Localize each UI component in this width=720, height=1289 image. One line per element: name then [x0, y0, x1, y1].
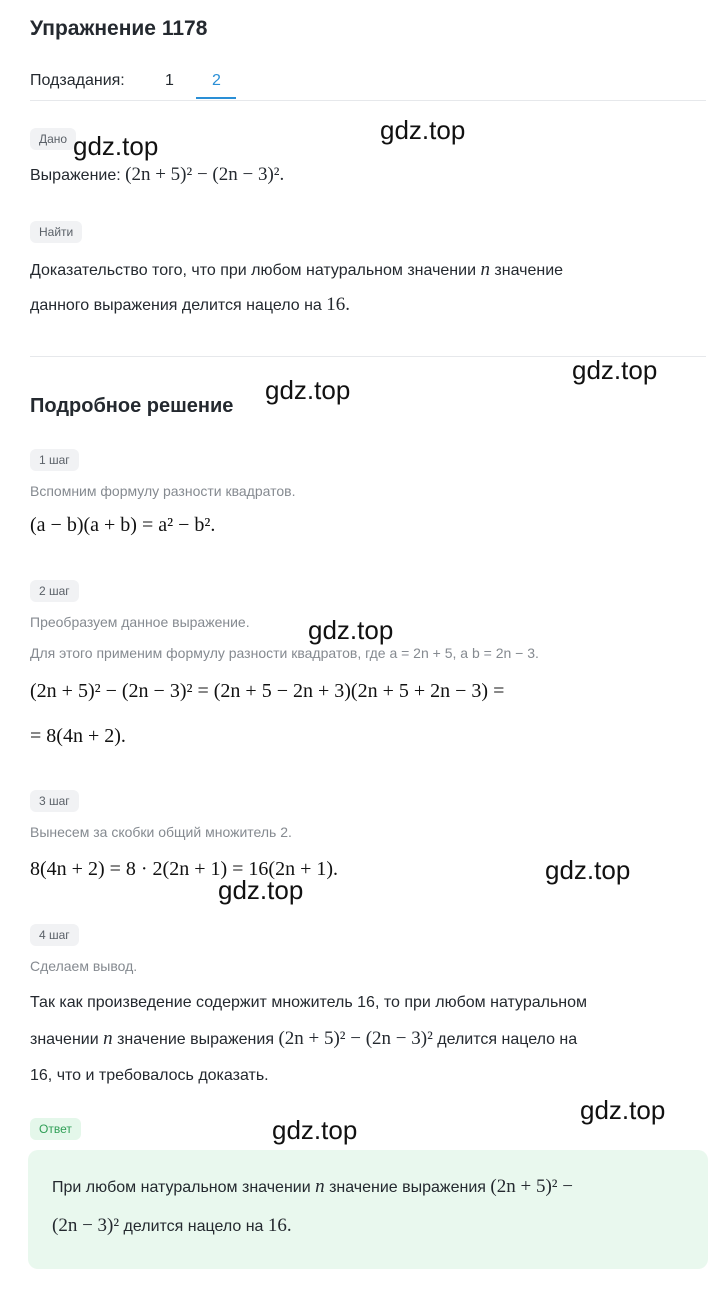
- active-tab-indicator: [196, 97, 236, 99]
- step-1-note: Вспомним формулу разности квадратов.: [30, 483, 296, 499]
- step-2-formula: (2n + 5)² − (2n − 3)² = (2n + 5 − 2n + 3)(2n + 5 + 2n − 3) =: [30, 680, 505, 702]
- answer-chip: Ответ: [30, 1118, 81, 1140]
- answer-number: 16.: [267, 1215, 292, 1236]
- step-1-formula: (a − b)(a + b) = a² − b².: [30, 514, 216, 536]
- step-3-formula: 8(4n + 2) = 8 · 2(2n + 1) = 16(2n + 1).: [30, 858, 339, 880]
- step-4-var: n: [103, 1028, 113, 1049]
- subtasks-tabs: [30, 62, 706, 101]
- step-2-note2: Для этого применим формулу разности квадратов, где a = 2n + 5, а b = 2n − 3.: [30, 645, 539, 661]
- step-4-conclusion: [30, 985, 700, 1094]
- step-4-line3: 16, что и требовалось доказать.: [30, 1067, 269, 1084]
- watermark: gdz.top: [272, 1115, 358, 1145]
- watermark: gdz.top: [218, 875, 304, 905]
- step-4-line1: Так как произведение содержит множитель 16, то при любом натуральном: [30, 994, 588, 1011]
- step-2-chip: 2 шаг: [30, 580, 79, 602]
- answer-line1-a: При любом натуральном значении: [52, 1179, 311, 1196]
- step-2-formula-cont: = 8(4n + 2).: [30, 725, 126, 747]
- tab-subtask-1[interactable]: 1: [165, 72, 174, 89]
- find-chip: Найти: [30, 221, 82, 243]
- step-4-line2-b: значение выражения: [117, 1031, 274, 1048]
- given-chip: Дано: [30, 128, 76, 150]
- answer-line1-b: значение выражения: [329, 1179, 486, 1196]
- answer-text: [52, 1168, 692, 1246]
- find-text: [30, 253, 690, 323]
- given-expression: [30, 158, 284, 193]
- tab-subtask-2[interactable]: 2: [212, 72, 221, 89]
- subtasks-label: Подзадания:: [30, 72, 125, 89]
- answer-var: n: [315, 1176, 325, 1197]
- watermark: gdz.top: [580, 1095, 666, 1125]
- watermark: gdz.top: [73, 131, 159, 161]
- find-var: n: [480, 259, 490, 280]
- watermark: gdz.top: [545, 855, 631, 885]
- watermark: gdz.top: [380, 115, 466, 145]
- watermark: gdz.top: [265, 375, 351, 405]
- given-prefix: Выражение:: [30, 167, 121, 184]
- answer-expr-1: (2n + 5)² −: [490, 1176, 573, 1197]
- find-text-part3: данного выражения делится нацело на: [30, 297, 322, 314]
- answer-expr-2: (2n − 3)²: [52, 1215, 120, 1236]
- given-math: (2n + 5)² − (2n − 3)².: [125, 164, 285, 185]
- find-number: 16.: [326, 294, 351, 315]
- watermark: gdz.top: [572, 355, 658, 385]
- step-4-line2-c: делится нацело на: [437, 1031, 578, 1048]
- page-title: Упражнение 1178: [30, 17, 208, 40]
- find-text-part1: Доказательство того, что при любом натуральном значении: [30, 262, 477, 279]
- find-text-part2: значение: [494, 262, 564, 279]
- step-4-line2-a: значении: [30, 1031, 99, 1048]
- solution-title: Подробное решение: [30, 395, 234, 417]
- step-3-chip: 3 шаг: [30, 790, 79, 812]
- step-4-chip: 4 шаг: [30, 924, 79, 946]
- step-3-note: Вынесем за скобки общий множитель 2.: [30, 824, 292, 840]
- watermark: gdz.top: [308, 615, 394, 645]
- step-4-note: Сделаем вывод.: [30, 958, 138, 974]
- step-1-chip: 1 шаг: [30, 449, 79, 471]
- answer-line2-b: делится нацело на: [123, 1218, 264, 1235]
- answer-box: [28, 1150, 708, 1269]
- step-4-expr: (2n + 5)² − (2n − 3)²: [278, 1028, 433, 1049]
- step-2-note: Преобразуем данное выражение.: [30, 614, 250, 630]
